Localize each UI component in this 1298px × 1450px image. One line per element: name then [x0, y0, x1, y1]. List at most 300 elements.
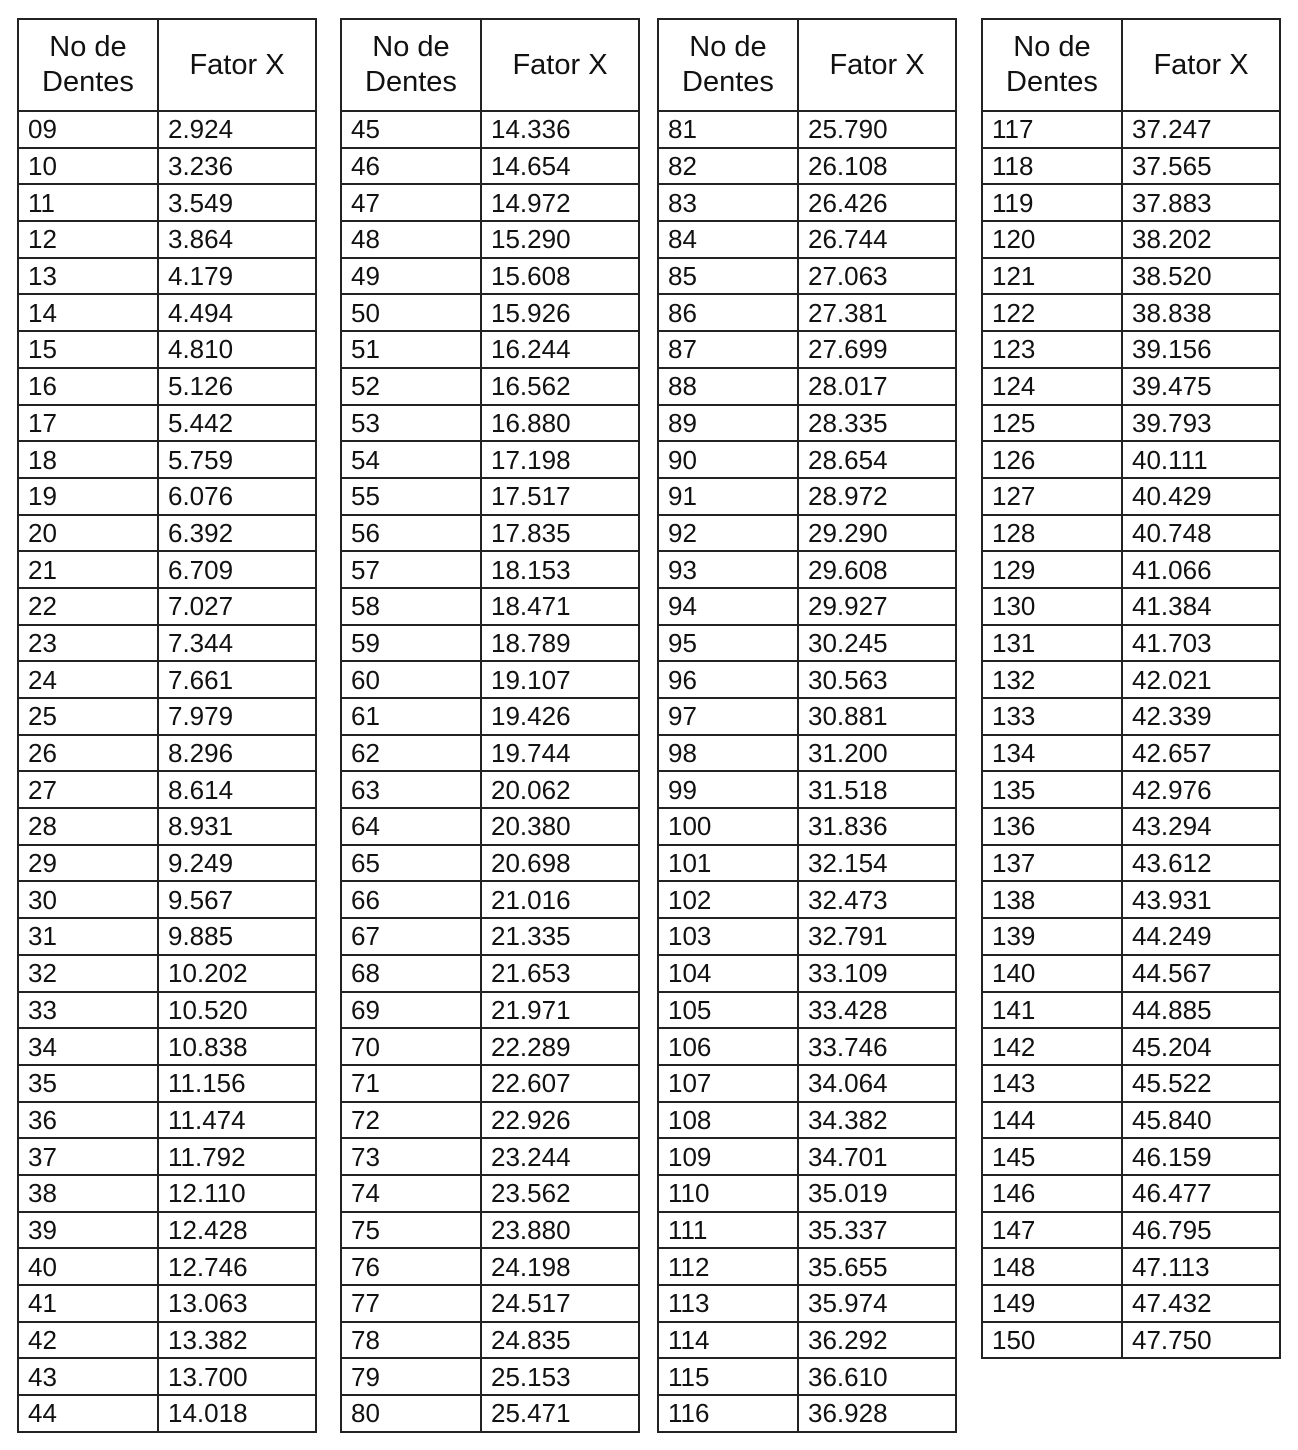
teeth-cell: 137 [982, 845, 1122, 882]
factor-cell: 27.063 [798, 258, 956, 295]
gear-factor-table-2 [340, 18, 640, 1433]
factor-cell: 15.608 [481, 258, 639, 295]
table-row [658, 368, 956, 405]
factor-cell: 30.881 [798, 698, 956, 735]
table-row [982, 405, 1280, 442]
table-row [341, 955, 639, 992]
teeth-cell: 78 [341, 1322, 481, 1359]
factor-cell: 12.428 [158, 1212, 316, 1249]
teeth-cell: 73 [341, 1138, 481, 1175]
table-row [18, 625, 316, 662]
table-row [341, 441, 639, 478]
table-row [658, 955, 956, 992]
factor-cell: 19.426 [481, 698, 639, 735]
teeth-cell: 106 [658, 1028, 798, 1065]
table-row [658, 881, 956, 918]
teeth-cell: 71 [341, 1065, 481, 1102]
factor-cell: 9.249 [158, 845, 316, 882]
teeth-cell: 136 [982, 808, 1122, 845]
factor-cell: 33.428 [798, 992, 956, 1029]
teeth-cell: 150 [982, 1322, 1122, 1359]
table-row [18, 184, 316, 221]
teeth-cell: 11 [18, 184, 158, 221]
factor-cell: 41.384 [1122, 588, 1280, 625]
teeth-cell: 17 [18, 405, 158, 442]
table-row [341, 1138, 639, 1175]
table-row [982, 992, 1280, 1029]
factor-cell: 20.698 [481, 845, 639, 882]
teeth-cell: 46 [341, 148, 481, 185]
factor-cell: 28.335 [798, 405, 956, 442]
table-row [18, 771, 316, 808]
table-row [658, 331, 956, 368]
table-row [341, 111, 639, 148]
factor-cell: 46.477 [1122, 1175, 1280, 1212]
teeth-cell: 98 [658, 735, 798, 772]
table-row [341, 405, 639, 442]
factor-cell: 46.159 [1122, 1138, 1280, 1175]
factor-cell: 25.790 [798, 111, 956, 148]
factor-cell: 28.017 [798, 368, 956, 405]
header-teeth-line1: No de [1013, 31, 1091, 63]
table-row [18, 515, 316, 552]
teeth-cell: 69 [341, 992, 481, 1029]
teeth-cell: 141 [982, 992, 1122, 1029]
teeth-cell: 88 [658, 368, 798, 405]
table-row [658, 1212, 956, 1249]
factor-cell: 26.744 [798, 221, 956, 258]
factor-cell: 18.153 [481, 551, 639, 588]
factor-cell: 20.380 [481, 808, 639, 845]
teeth-cell: 84 [658, 221, 798, 258]
table-row [658, 441, 956, 478]
teeth-cell: 59 [341, 625, 481, 662]
factor-cell: 7.661 [158, 661, 316, 698]
teeth-cell: 67 [341, 918, 481, 955]
table-row [18, 1102, 316, 1139]
teeth-cell: 19 [18, 478, 158, 515]
teeth-cell: 149 [982, 1285, 1122, 1322]
factor-cell: 29.608 [798, 551, 956, 588]
factor-cell: 15.926 [481, 294, 639, 331]
teeth-cell: 72 [341, 1102, 481, 1139]
table-row [982, 1322, 1280, 1359]
table-row [18, 588, 316, 625]
table-row [18, 1358, 316, 1395]
factor-cell: 42.976 [1122, 771, 1280, 808]
factor-cell: 7.027 [158, 588, 316, 625]
factor-cell: 14.336 [481, 111, 639, 148]
teeth-cell: 113 [658, 1285, 798, 1322]
table-row [982, 1065, 1280, 1102]
table-row [18, 331, 316, 368]
factor-cell: 12.746 [158, 1248, 316, 1285]
table-row [18, 661, 316, 698]
teeth-cell: 92 [658, 515, 798, 552]
factor-cell: 13.382 [158, 1322, 316, 1359]
factor-cell: 44.249 [1122, 918, 1280, 955]
teeth-cell: 83 [658, 184, 798, 221]
header-factor: Fator X [158, 19, 316, 111]
table-row [18, 1322, 316, 1359]
teeth-cell: 29 [18, 845, 158, 882]
table-row [341, 735, 639, 772]
table-row [18, 918, 316, 955]
factor-cell: 42.339 [1122, 698, 1280, 735]
table-row [341, 808, 639, 845]
factor-cell: 35.655 [798, 1248, 956, 1285]
table-row [341, 1065, 639, 1102]
table-row [18, 698, 316, 735]
teeth-cell: 22 [18, 588, 158, 625]
teeth-cell: 37 [18, 1138, 158, 1175]
gear-factor-table-4 [981, 18, 1281, 1359]
factor-cell: 6.709 [158, 551, 316, 588]
teeth-cell: 116 [658, 1395, 798, 1432]
teeth-cell: 114 [658, 1322, 798, 1359]
teeth-cell: 135 [982, 771, 1122, 808]
table-row [982, 551, 1280, 588]
table-row [341, 588, 639, 625]
factor-cell: 36.292 [798, 1322, 956, 1359]
header-factor: Fator X [1122, 19, 1280, 111]
teeth-cell: 66 [341, 881, 481, 918]
teeth-cell: 140 [982, 955, 1122, 992]
header-row [982, 19, 1280, 111]
table-row [18, 405, 316, 442]
factor-cell: 30.563 [798, 661, 956, 698]
table-row [658, 294, 956, 331]
table-row [341, 294, 639, 331]
table-row [982, 515, 1280, 552]
factor-cell: 45.522 [1122, 1065, 1280, 1102]
factor-cell: 31.836 [798, 808, 956, 845]
factor-cell: 33.746 [798, 1028, 956, 1065]
factor-cell: 47.432 [1122, 1285, 1280, 1322]
teeth-cell: 18 [18, 441, 158, 478]
factor-cell: 39.793 [1122, 405, 1280, 442]
table-row [341, 478, 639, 515]
teeth-cell: 15 [18, 331, 158, 368]
table-row [658, 148, 956, 185]
header-row [658, 19, 956, 111]
header-teeth-line1: No de [49, 31, 127, 63]
table-row [18, 441, 316, 478]
header-teeth [658, 19, 798, 111]
table-row [658, 1138, 956, 1175]
teeth-cell: 24 [18, 661, 158, 698]
table-row [341, 1248, 639, 1285]
factor-cell: 31.200 [798, 735, 956, 772]
table-row [658, 918, 956, 955]
factor-cell: 8.931 [158, 808, 316, 845]
header-factor: Fator X [481, 19, 639, 111]
factor-cell: 2.924 [158, 111, 316, 148]
factor-cell: 46.795 [1122, 1212, 1280, 1249]
teeth-cell: 64 [341, 808, 481, 845]
teeth-cell: 21 [18, 551, 158, 588]
table-row [658, 1248, 956, 1285]
factor-cell: 36.928 [798, 1395, 956, 1432]
table-row [982, 1102, 1280, 1139]
teeth-cell: 65 [341, 845, 481, 882]
table-row [982, 1028, 1280, 1065]
factor-cell: 34.701 [798, 1138, 956, 1175]
teeth-cell: 41 [18, 1285, 158, 1322]
teeth-cell: 112 [658, 1248, 798, 1285]
factor-cell: 10.202 [158, 955, 316, 992]
teeth-cell: 43 [18, 1358, 158, 1395]
table-row [18, 1212, 316, 1249]
table-row [982, 735, 1280, 772]
table-row [982, 845, 1280, 882]
table-row [658, 221, 956, 258]
table-row [658, 992, 956, 1029]
factor-cell: 21.971 [481, 992, 639, 1029]
teeth-cell: 101 [658, 845, 798, 882]
teeth-cell: 39 [18, 1212, 158, 1249]
teeth-cell: 77 [341, 1285, 481, 1322]
table-row [341, 918, 639, 955]
teeth-cell: 142 [982, 1028, 1122, 1065]
table-row [341, 551, 639, 588]
teeth-cell: 55 [341, 478, 481, 515]
teeth-cell: 105 [658, 992, 798, 1029]
factor-cell: 37.247 [1122, 111, 1280, 148]
factor-cell: 47.750 [1122, 1322, 1280, 1359]
table-row [341, 661, 639, 698]
teeth-cell: 56 [341, 515, 481, 552]
factor-cell: 43.612 [1122, 845, 1280, 882]
factor-cell: 10.838 [158, 1028, 316, 1065]
table-row [18, 258, 316, 295]
teeth-cell: 81 [658, 111, 798, 148]
factor-cell: 7.979 [158, 698, 316, 735]
table-row [341, 1102, 639, 1139]
teeth-cell: 134 [982, 735, 1122, 772]
table-row [658, 1395, 956, 1432]
factor-cell: 7.344 [158, 625, 316, 662]
table-row [18, 955, 316, 992]
table-row [341, 992, 639, 1029]
factor-cell: 18.471 [481, 588, 639, 625]
table-row [982, 294, 1280, 331]
factor-cell: 21.653 [481, 955, 639, 992]
table-row [982, 258, 1280, 295]
teeth-cell: 107 [658, 1065, 798, 1102]
teeth-cell: 30 [18, 881, 158, 918]
teeth-cell: 144 [982, 1102, 1122, 1139]
factor-cell: 37.565 [1122, 148, 1280, 185]
teeth-cell: 82 [658, 148, 798, 185]
factor-cell: 43.294 [1122, 808, 1280, 845]
teeth-cell: 35 [18, 1065, 158, 1102]
table-row [982, 588, 1280, 625]
teeth-cell: 61 [341, 698, 481, 735]
table-row [658, 1358, 956, 1395]
teeth-cell: 100 [658, 808, 798, 845]
factor-cell: 5.126 [158, 368, 316, 405]
table-row [658, 1322, 956, 1359]
table-row [658, 551, 956, 588]
factor-cell: 26.108 [798, 148, 956, 185]
table-row [658, 625, 956, 662]
teeth-cell: 103 [658, 918, 798, 955]
factor-cell: 4.810 [158, 331, 316, 368]
table-row [982, 184, 1280, 221]
teeth-cell: 94 [658, 588, 798, 625]
table-row [982, 111, 1280, 148]
factor-cell: 39.475 [1122, 368, 1280, 405]
table-row [18, 1395, 316, 1432]
factor-cell: 15.290 [481, 221, 639, 258]
factor-cell: 25.153 [481, 1358, 639, 1395]
factor-cell: 36.610 [798, 1358, 956, 1395]
teeth-cell: 97 [658, 698, 798, 735]
table-row [982, 698, 1280, 735]
teeth-cell: 109 [658, 1138, 798, 1175]
factor-cell: 24.198 [481, 1248, 639, 1285]
header-teeth-line2: Dentes [1006, 66, 1098, 98]
table-row [341, 845, 639, 882]
factor-cell: 11.474 [158, 1102, 316, 1139]
factor-cell: 40.748 [1122, 515, 1280, 552]
teeth-cell: 132 [982, 661, 1122, 698]
factor-cell: 13.700 [158, 1358, 316, 1395]
table-row [18, 294, 316, 331]
table-row [658, 478, 956, 515]
teeth-cell: 74 [341, 1175, 481, 1212]
table-row [18, 1028, 316, 1065]
factor-cell: 17.835 [481, 515, 639, 552]
factor-cell: 28.972 [798, 478, 956, 515]
factor-cell: 16.880 [481, 405, 639, 442]
teeth-cell: 91 [658, 478, 798, 515]
teeth-cell: 122 [982, 294, 1122, 331]
table-row [18, 735, 316, 772]
factor-cell: 14.654 [481, 148, 639, 185]
teeth-cell: 86 [658, 294, 798, 331]
factor-cell: 9.885 [158, 918, 316, 955]
factor-cell: 30.245 [798, 625, 956, 662]
factor-cell: 27.699 [798, 331, 956, 368]
factor-cell: 19.107 [481, 661, 639, 698]
header-teeth-line2: Dentes [42, 66, 134, 98]
factor-cell: 31.518 [798, 771, 956, 808]
teeth-cell: 54 [341, 441, 481, 478]
table-row [341, 368, 639, 405]
factor-cell: 16.244 [481, 331, 639, 368]
teeth-cell: 120 [982, 221, 1122, 258]
teeth-cell: 27 [18, 771, 158, 808]
teeth-cell: 68 [341, 955, 481, 992]
teeth-cell: 111 [658, 1212, 798, 1249]
teeth-cell: 12 [18, 221, 158, 258]
table-row [982, 1248, 1280, 1285]
factor-cell: 37.883 [1122, 184, 1280, 221]
factor-cell: 32.791 [798, 918, 956, 955]
table-row [341, 1212, 639, 1249]
table-row [982, 148, 1280, 185]
table-row [982, 221, 1280, 258]
factor-cell: 6.076 [158, 478, 316, 515]
table-row [658, 1028, 956, 1065]
table-row [18, 845, 316, 882]
factor-cell: 22.607 [481, 1065, 639, 1102]
teeth-cell: 45 [341, 111, 481, 148]
header-teeth [18, 19, 158, 111]
teeth-cell: 32 [18, 955, 158, 992]
table-row [982, 331, 1280, 368]
table-row [982, 808, 1280, 845]
factor-cell: 26.426 [798, 184, 956, 221]
table-row [18, 992, 316, 1029]
factor-cell: 3.549 [158, 184, 316, 221]
teeth-cell: 44 [18, 1395, 158, 1432]
table-row [658, 588, 956, 625]
table-row [982, 771, 1280, 808]
factor-cell: 14.018 [158, 1395, 316, 1432]
factor-cell: 23.880 [481, 1212, 639, 1249]
teeth-cell: 90 [658, 441, 798, 478]
factor-cell: 20.062 [481, 771, 639, 808]
factor-cell: 39.156 [1122, 331, 1280, 368]
header-teeth-line2: Dentes [682, 66, 774, 98]
table-row [658, 515, 956, 552]
teeth-cell: 48 [341, 221, 481, 258]
gear-factor-table-1 [17, 18, 317, 1433]
teeth-cell: 129 [982, 551, 1122, 588]
factor-cell: 44.567 [1122, 955, 1280, 992]
teeth-cell: 10 [18, 148, 158, 185]
teeth-cell: 117 [982, 111, 1122, 148]
teeth-cell: 60 [341, 661, 481, 698]
table-row [982, 661, 1280, 698]
table-row [982, 625, 1280, 662]
table-row [341, 1175, 639, 1212]
factor-cell: 4.179 [158, 258, 316, 295]
factor-cell: 41.703 [1122, 625, 1280, 662]
table-row [982, 1175, 1280, 1212]
table-row [982, 478, 1280, 515]
factor-cell: 32.154 [798, 845, 956, 882]
header-row [341, 19, 639, 111]
factor-cell: 38.838 [1122, 294, 1280, 331]
factor-cell: 3.236 [158, 148, 316, 185]
factor-cell: 34.382 [798, 1102, 956, 1139]
teeth-cell: 133 [982, 698, 1122, 735]
table-row [658, 111, 956, 148]
factor-cell: 6.392 [158, 515, 316, 552]
factor-cell: 10.520 [158, 992, 316, 1029]
table-row [982, 1285, 1280, 1322]
teeth-cell: 127 [982, 478, 1122, 515]
teeth-cell: 75 [341, 1212, 481, 1249]
teeth-cell: 145 [982, 1138, 1122, 1175]
teeth-cell: 26 [18, 735, 158, 772]
teeth-cell: 79 [341, 1358, 481, 1395]
teeth-cell: 85 [658, 258, 798, 295]
factor-cell: 41.066 [1122, 551, 1280, 588]
factor-cell: 32.473 [798, 881, 956, 918]
factor-cell: 25.471 [481, 1395, 639, 1432]
teeth-cell: 93 [658, 551, 798, 588]
teeth-cell: 147 [982, 1212, 1122, 1249]
factor-cell: 40.429 [1122, 478, 1280, 515]
table-row [18, 1248, 316, 1285]
teeth-cell: 70 [341, 1028, 481, 1065]
table-row [341, 698, 639, 735]
